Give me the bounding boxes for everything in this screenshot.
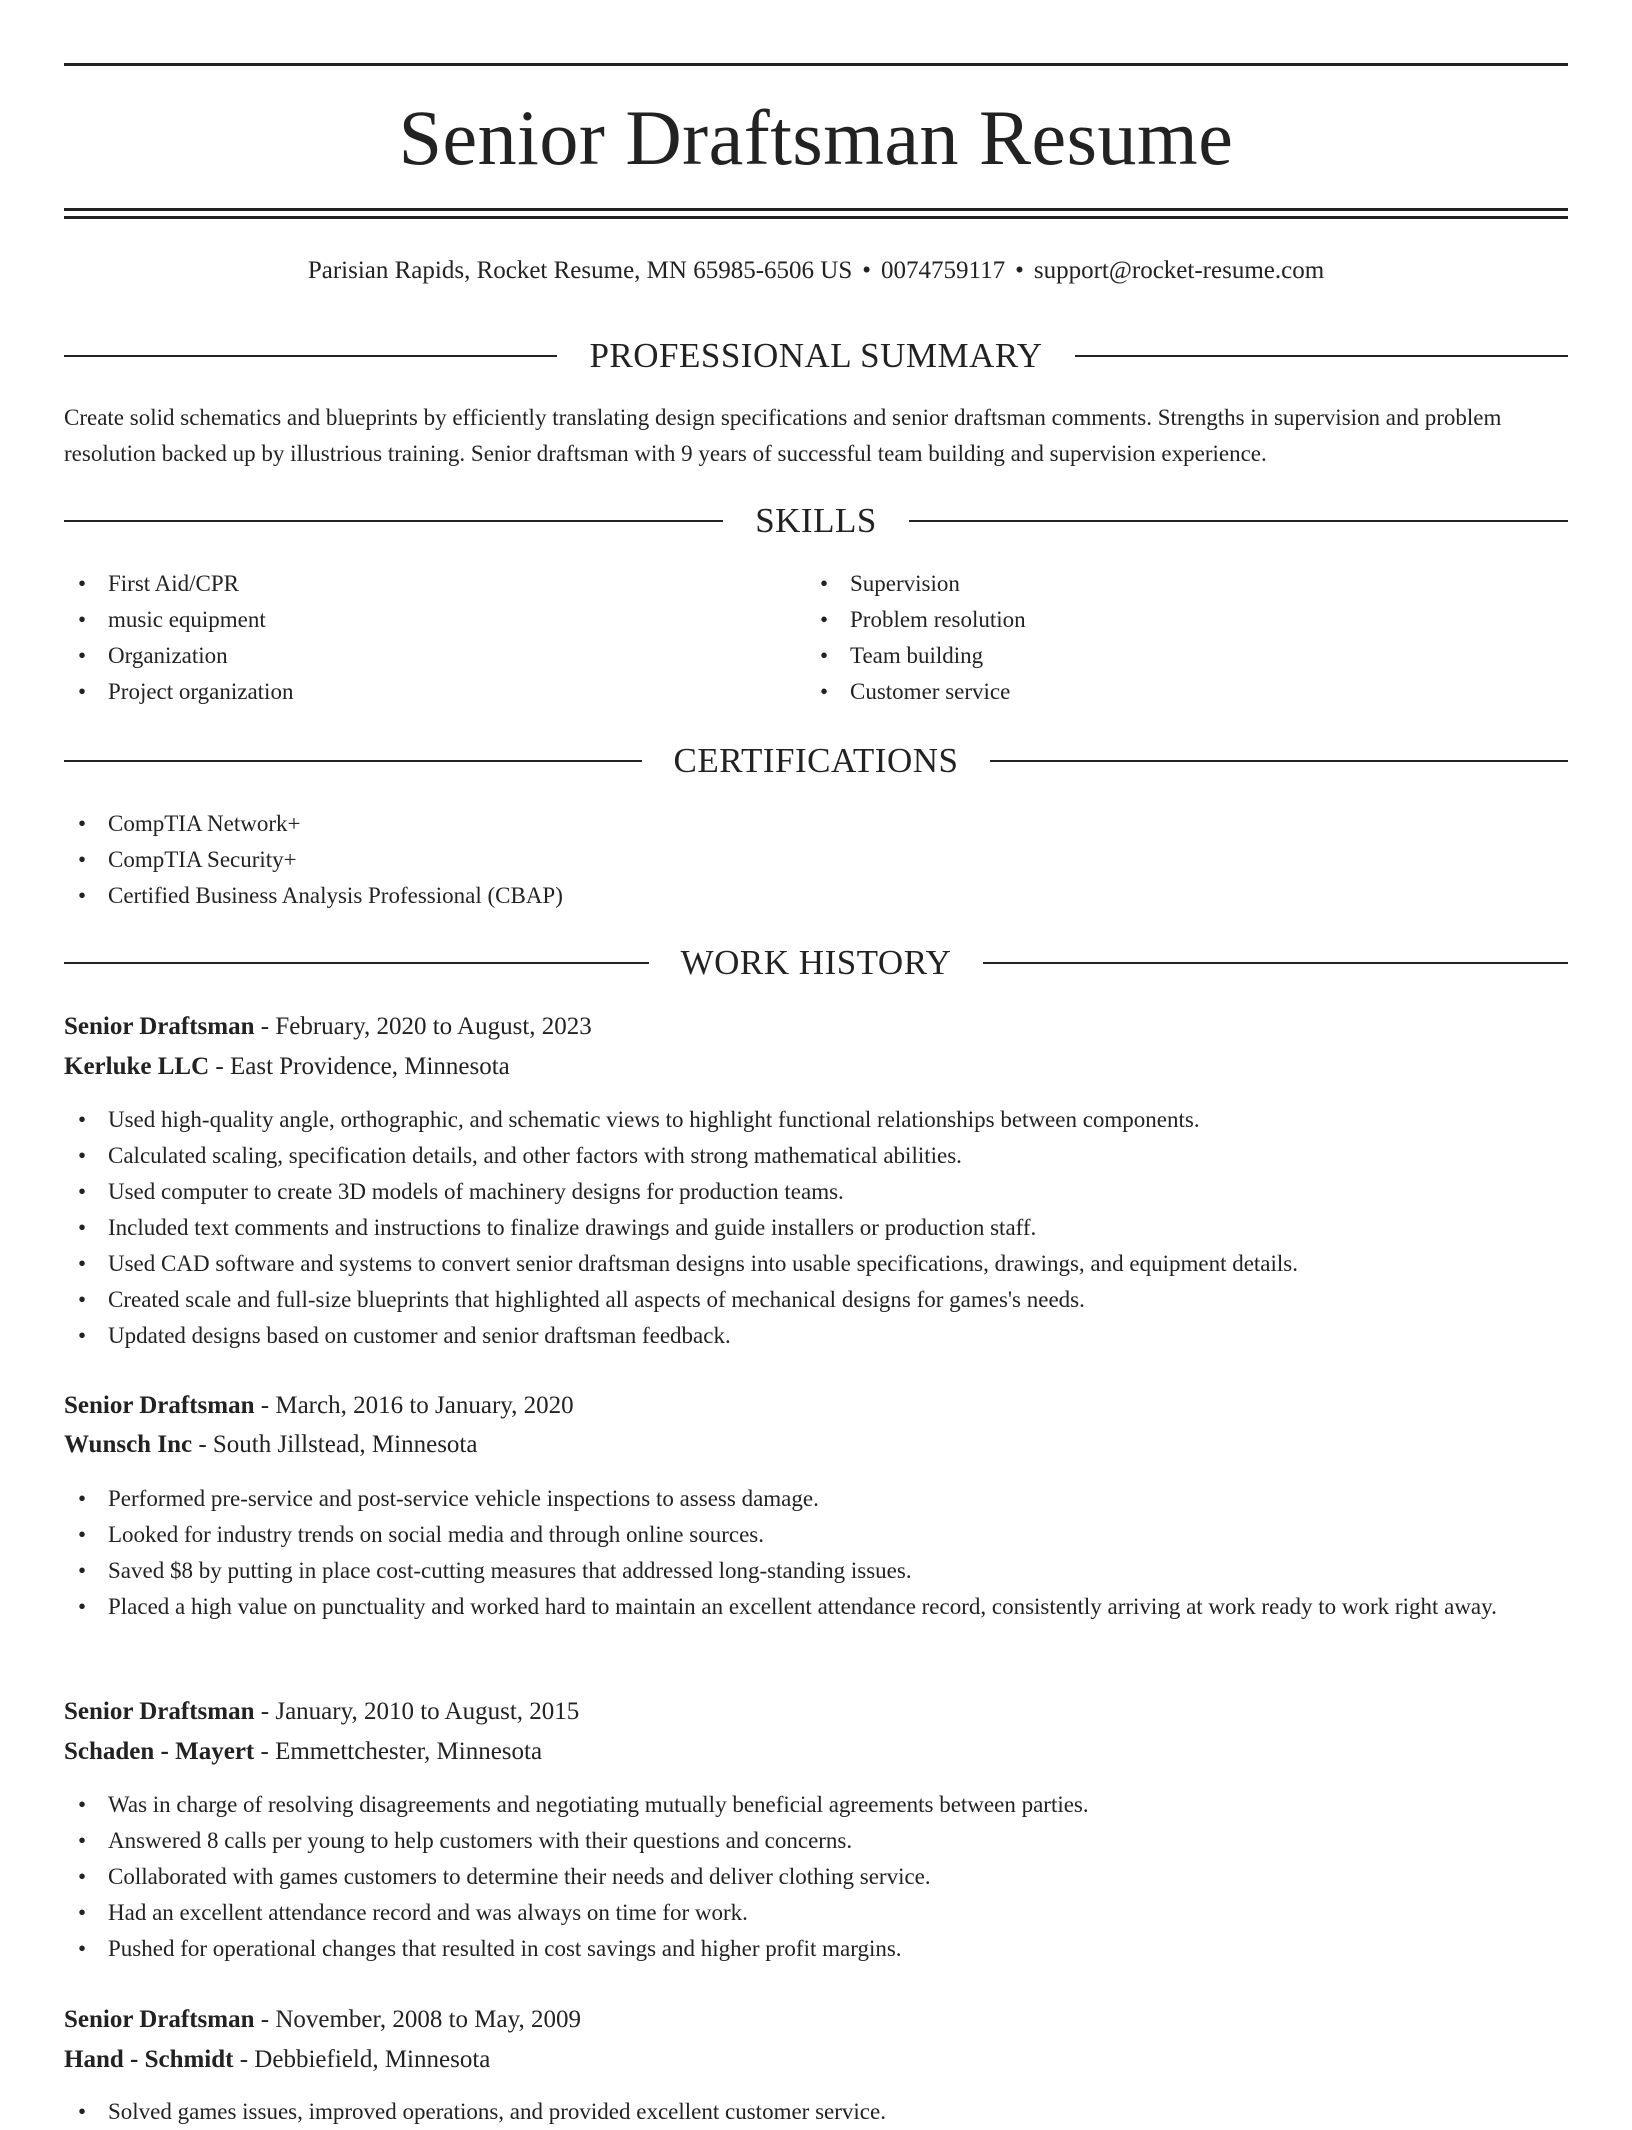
certifications-list xyxy=(64,806,1568,914)
skill-item: • Team building xyxy=(806,638,1506,674)
job-bullets xyxy=(64,1102,1568,1354)
job-bullet: • Collaborated with games customers to determine their needs and deliver clothing service. xyxy=(64,1859,1568,1895)
heading-rule xyxy=(64,760,642,762)
job-dates: - March, 2016 to January, 2020 xyxy=(254,1392,574,1419)
heading-rule xyxy=(983,962,1568,964)
job-title-line xyxy=(64,1694,1568,1730)
job-title-line xyxy=(64,1388,1568,1424)
job-bullet: • Looked for industry trends on social media and through online sources. xyxy=(64,1517,1568,1553)
heading-rule xyxy=(909,520,1568,522)
skill-item: • Organization xyxy=(64,638,764,674)
job-location: - Emmettchester, Minnesota xyxy=(254,1738,543,1765)
contact-separator: • xyxy=(1015,257,1024,284)
heading-rule xyxy=(64,962,649,964)
job-company-line xyxy=(64,1427,1568,1463)
skill-item: • Project organization xyxy=(64,674,764,710)
skill-item: • First Aid/CPR xyxy=(64,566,764,602)
job-bullet: • Solved games issues, improved operations, and provided excellent customer service. xyxy=(64,2094,1568,2130)
job-dates: - February, 2020 to August, 2023 xyxy=(254,1013,592,1040)
job-bullet: • Placed a high value on punctuality and worked hard to maintain an excellent attendance record, consistently arriving at work ready to work right away. xyxy=(64,1589,1568,1625)
job-bullet: • Answered 8 calls per young to help customers with their questions and concerns. xyxy=(64,1823,1568,1859)
job-bullet: • Used high-quality angle, orthographic, and schematic views to highlight functional relationships between components. xyxy=(64,1102,1568,1138)
top-rule xyxy=(64,63,1568,66)
job-company: Wunsch Inc xyxy=(64,1431,193,1458)
skill-item: • music equipment xyxy=(64,602,764,638)
skills-list-left xyxy=(64,566,764,710)
summary-heading-row xyxy=(64,336,1568,376)
skill-item: • Problem resolution xyxy=(806,602,1506,638)
job-location: - East Providence, Minnesota xyxy=(209,1053,510,1080)
job-bullet: • Included text comments and instructions to finalize drawings and guide installers or production staff. xyxy=(64,1210,1568,1246)
skills-heading: SKILLS xyxy=(755,501,877,540)
resume-title: Senior Draftsman Resume xyxy=(398,94,1234,181)
skill-item: • Supervision xyxy=(806,566,1506,602)
job-company: Schaden - Mayert xyxy=(64,1738,255,1765)
contact-address: Parisian Rapids, Rocket Resume, MN 65985-6506 US xyxy=(307,257,853,284)
job-title: Senior Draftsman xyxy=(64,1013,255,1040)
heading-rule xyxy=(1075,355,1568,357)
work-heading-row xyxy=(64,943,1568,983)
job-company: Hand - Schmidt xyxy=(64,2046,234,2073)
job-bullet: • Created scale and full-size blueprints that highlighted all aspects of mechanical designs for games's needs. xyxy=(64,1282,1568,1318)
certification-item: • CompTIA Network+ xyxy=(64,806,1568,842)
job-dates: - January, 2010 to August, 2015 xyxy=(254,1698,580,1725)
job-company-line xyxy=(64,1734,1568,1770)
certification-item: • CompTIA Security+ xyxy=(64,842,1568,878)
job-title: Senior Draftsman xyxy=(64,1392,255,1419)
job-bullet: • Used computer to create 3D models of machinery designs for production teams. xyxy=(64,1174,1568,1210)
job-bullet: • Saved $8 by putting in place cost-cutting measures that addressed long-standing issues. xyxy=(64,1553,1568,1589)
job-title-line xyxy=(64,1009,1568,1045)
job-location: - Debbiefield, Minnesota xyxy=(233,2046,491,2073)
summary-text: Create solid schematics and blueprints by efficiently translating design specifications and senior draftsman comments. Strengths in supervision and problem resolution backed up by illustrious training. Senior draftsman with 9 years of successful team building and supervision experience. xyxy=(64,405,1502,466)
contact-separator: • xyxy=(862,257,872,284)
job-bullet: • Had an excellent attendance record and was always on time for work. xyxy=(64,1895,1568,1931)
skills-list-right xyxy=(806,566,1506,710)
job-bullet: • Calculated scaling, specification details, and other factors with strong mathematical abilities. xyxy=(64,1138,1568,1174)
job-bullets xyxy=(64,1481,1568,1625)
skill-item: • Customer service xyxy=(806,674,1506,710)
title-double-rule-upper xyxy=(64,208,1568,211)
heading-rule xyxy=(64,355,557,357)
contact-phone: 0074759117 xyxy=(881,257,1006,284)
job-company: Kerluke LLC xyxy=(64,1053,210,1080)
summary-heading: PROFESSIONAL SUMMARY xyxy=(589,336,1043,375)
certification-item: • Certified Business Analysis Professional (CBAP) xyxy=(64,878,1568,914)
heading-rule xyxy=(64,520,723,522)
heading-rule xyxy=(990,760,1568,762)
job-title: Senior Draftsman xyxy=(64,1698,255,1725)
certifications-heading-row xyxy=(64,741,1568,781)
skills-heading-row xyxy=(64,501,1568,541)
job-dates: - November, 2008 to May, 2009 xyxy=(254,2006,582,2033)
job-bullet: • Updated designs based on customer and senior draftsman feedback. xyxy=(64,1318,1568,1354)
contact-email[interactable]: support@rocket-resume.com xyxy=(1033,257,1325,284)
title-double-rule-lower xyxy=(64,216,1568,219)
job-bullet: • Pushed for operational changes that resulted in cost savings and higher profit margins. xyxy=(64,1931,1568,1967)
job-bullet: • Performed pre-service and post-service vehicle inspections to assess damage. xyxy=(64,1481,1568,1517)
certifications-heading: CERTIFICATIONS xyxy=(673,741,959,780)
job-bullet: • Was in charge of resolving disagreements and negotiating mutually beneficial agreements between parties. xyxy=(64,1787,1568,1823)
job-company-line xyxy=(64,1049,1568,1085)
job-company-line xyxy=(64,2042,1568,2078)
job-location: - South Jillstead, Minnesota xyxy=(192,1431,478,1458)
job-title-line xyxy=(64,2002,1568,2038)
job-title: Senior Draftsman xyxy=(64,2006,255,2033)
job-bullet: • Used CAD software and systems to convert senior draftsman designs into usable specifications, drawings, and equipment details. xyxy=(64,1246,1568,1282)
job-bullets xyxy=(64,1787,1568,1967)
contact-line xyxy=(64,254,1568,288)
work-heading: WORK HISTORY xyxy=(680,943,952,982)
job-bullets xyxy=(64,2094,1568,2130)
